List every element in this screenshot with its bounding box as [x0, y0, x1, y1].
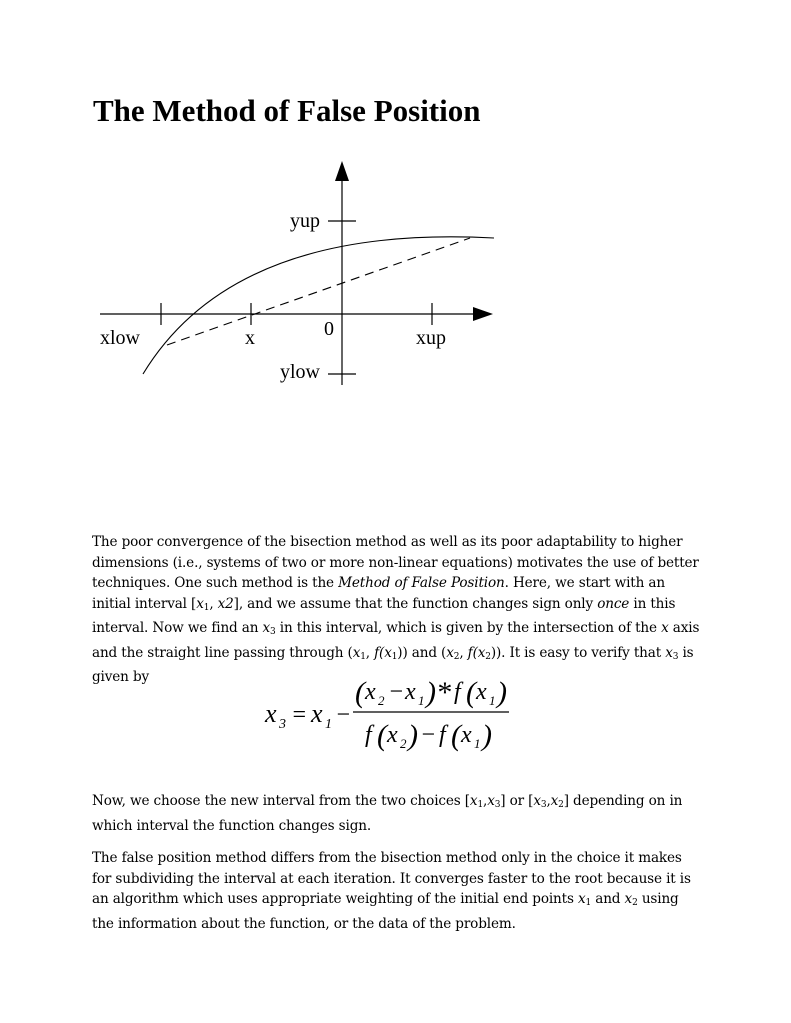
xlow-label: xlow [100, 327, 140, 349]
svg-text:−: − [420, 722, 437, 748]
intro-paragraph: The poor convergence of the bisection method as well as its poor adaptability to higher dimensions (i.e., systems of two or more non-linear equations) motivates the use of better techniques. One such method is the Method of False Position. Here, we start with an initial interval [$x_1$, x2], and we assume that the function changes sign only once in this interval. Now we find an $x_3$ in this interval, which is given by the intersection of the x axis and the straight line passing through ($x_1$, $f(x_1)$) and ($x_2$, $f(x_2)$). It is easy to verify that $x_3$ is given by [92, 534, 700, 685]
interval-choice-paragraph: Now, we choose the new interval from the two choices $[x_1,x_3]$ or $[x_3,x_2]$ depending on in which interval the function changes sign. [92, 793, 683, 834]
svg-text:=: = [291, 702, 308, 728]
svg-text:x: x [387, 722, 398, 748]
svg-text:x: x [265, 699, 277, 728]
svg-text:2: 2 [400, 736, 407, 751]
svg-text:1: 1 [489, 693, 496, 708]
svg-text:3: 3 [279, 717, 286, 732]
svg-text:x: x [311, 699, 323, 728]
svg-text:(: ( [451, 719, 461, 752]
svg-text:(: ( [355, 676, 365, 709]
x-axis-arrowhead [473, 307, 493, 321]
false-position-formula [255, 672, 515, 761]
svg-text:1: 1 [325, 717, 332, 732]
svg-text:): ) [482, 719, 492, 752]
false-position-diagram [95, 155, 505, 394]
comparison-paragraph: The false position method differs from the bisection method only in the choice it makes for subdividing the interval at each iteration. It converges faster to the root because it is an algorithm which uses appropriate weighting of the initial end points $x_1$ and $x_2$ using the information about the function, or the data of the problem. [92, 850, 691, 932]
svg-text:x: x [405, 679, 416, 705]
svg-text:f: f [439, 722, 446, 748]
svg-text:2: 2 [378, 693, 385, 708]
method-name: Method of False Position [338, 575, 505, 591]
x-label: x [245, 327, 255, 349]
yup-label: yup [290, 210, 320, 232]
svg-text:(: ( [466, 676, 476, 709]
svg-text:x: x [461, 722, 472, 748]
function-curve [143, 237, 494, 374]
svg-text:−: − [335, 702, 352, 728]
xup-label: xup [416, 327, 446, 349]
y-axis-arrowhead [335, 161, 349, 181]
svg-text:): ) [497, 676, 507, 709]
svg-text:x: x [365, 679, 376, 705]
page-title: The Method of False Position [93, 93, 481, 128]
svg-text:)*: )* [426, 676, 451, 709]
ylow-label: ylow [280, 361, 320, 383]
svg-text:−: − [388, 679, 405, 705]
svg-text:1: 1 [474, 736, 481, 751]
svg-text:): ) [408, 719, 418, 752]
svg-text:f: f [365, 722, 372, 748]
svg-text:f: f [454, 679, 461, 705]
origin-label: 0 [324, 318, 334, 340]
svg-text:1: 1 [418, 693, 425, 708]
svg-text:(: ( [377, 719, 387, 752]
svg-text:x: x [476, 679, 487, 705]
